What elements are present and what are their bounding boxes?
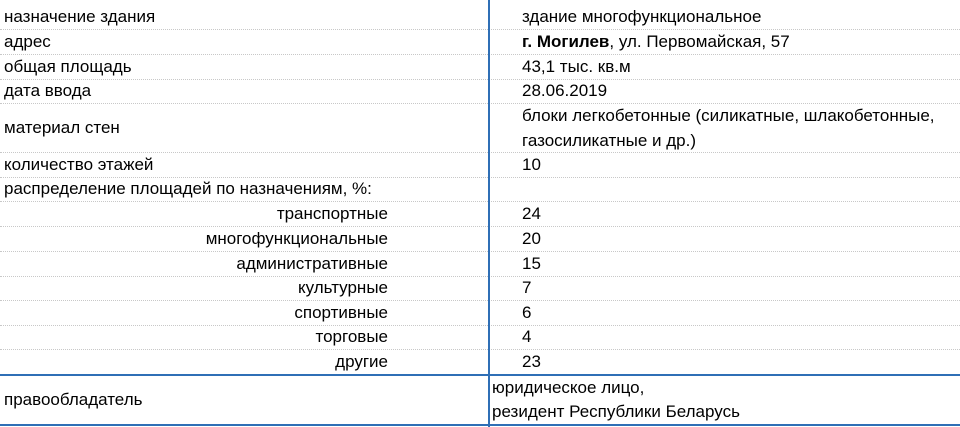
row-label: другие	[335, 351, 388, 371]
value-cell	[488, 300, 960, 325]
row-value: 10	[522, 154, 541, 174]
value-cell	[488, 201, 960, 226]
distribution-row[interactable]	[0, 201, 960, 226]
value-cell	[488, 376, 960, 424]
row-value: 23	[522, 351, 541, 371]
distribution-row[interactable]	[0, 251, 960, 276]
city-name: г. Могилев	[522, 31, 610, 51]
value-cell	[488, 103, 960, 152]
row-value: 7	[522, 278, 532, 297]
row-value-line: блоки легкобетонные (силикатные, шлакобетонные,	[522, 105, 935, 125]
row-value-line: резидент Республики Беларусь	[492, 402, 740, 421]
value-cell	[488, 29, 960, 54]
value-cell	[488, 54, 960, 79]
row-value: 15	[522, 253, 541, 273]
row-value: 28.06.2019	[522, 81, 608, 100]
row-value: здание многофункциональное	[522, 6, 762, 26]
label-cell	[0, 251, 488, 276]
table-row[interactable]	[0, 29, 960, 54]
label-cell	[0, 4, 488, 29]
table-bottom-border	[0, 424, 960, 426]
label-cell	[0, 276, 488, 300]
row-label: дата ввода	[4, 81, 92, 100]
row-label: количество этажей	[4, 154, 154, 174]
row-value-line: юридическое лицо,	[492, 378, 645, 397]
label-cell	[0, 29, 488, 54]
value-cell	[488, 152, 960, 177]
table-row[interactable]	[0, 4, 960, 29]
row-label: распределение площадей по назначениям, %:	[4, 179, 372, 198]
table-row[interactable]	[0, 103, 960, 152]
row-label: транспортные	[276, 203, 388, 223]
row-label: многофункциональные	[205, 228, 388, 248]
row-label: культурные	[297, 278, 388, 297]
label-cell	[0, 376, 488, 424]
label-cell	[0, 152, 488, 177]
value-cell	[488, 325, 960, 349]
row-label: назначение здания	[4, 6, 156, 26]
table-row[interactable]	[0, 152, 960, 177]
label-cell	[0, 226, 488, 251]
value-cell	[488, 349, 960, 374]
label-cell	[0, 79, 488, 103]
label-cell	[0, 54, 488, 79]
label-cell	[0, 325, 488, 349]
row-value: 6	[522, 302, 532, 322]
row-value: 20	[522, 228, 541, 248]
label-cell	[0, 349, 488, 374]
value-cell	[488, 251, 960, 276]
table-row[interactable]	[0, 79, 960, 103]
street-address: , ул. Первомайская, 57	[609, 31, 790, 51]
value-cell	[488, 276, 960, 300]
label-cell	[0, 177, 488, 201]
distribution-row[interactable]	[0, 226, 960, 251]
table-row[interactable]	[0, 376, 960, 424]
value-cell	[488, 79, 960, 103]
row-label: правообладатель	[4, 390, 143, 409]
value-cell	[488, 4, 960, 29]
row-label: торговые	[315, 327, 388, 346]
row-label: административные	[236, 253, 388, 273]
value-cell	[488, 177, 960, 201]
value-cell	[488, 226, 960, 251]
row-value: 4	[522, 327, 532, 346]
row-value: 24	[522, 203, 541, 223]
distribution-row[interactable]	[0, 276, 960, 300]
row-value: 43,1 тыс. кв.м	[522, 56, 631, 76]
distribution-row[interactable]	[0, 325, 960, 349]
label-cell	[0, 300, 488, 325]
row-label: адрес	[4, 31, 51, 51]
distribution-row[interactable]	[0, 349, 960, 374]
table-row[interactable]	[0, 177, 960, 201]
row-label: общая площадь	[4, 56, 132, 76]
column-divider	[488, 0, 490, 427]
row-value-line: газосиликатные и др.)	[522, 130, 697, 150]
row-label: материал стен	[4, 117, 120, 137]
label-cell	[0, 201, 488, 226]
distribution-row[interactable]	[0, 300, 960, 325]
label-cell	[0, 103, 488, 152]
row-label: спортивные	[294, 302, 388, 322]
table-row[interactable]	[0, 54, 960, 79]
